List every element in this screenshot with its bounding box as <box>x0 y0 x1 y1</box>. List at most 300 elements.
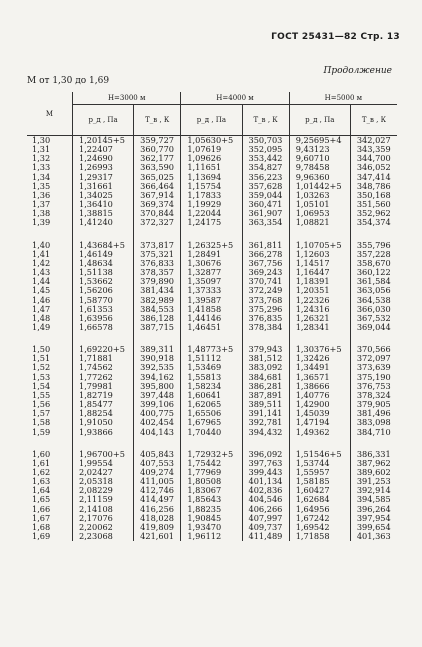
temperature-value: 361,811 <box>242 241 289 250</box>
temperature-value: 352,095 <box>242 145 289 154</box>
temperature-value: 359,727 <box>134 136 181 146</box>
pressure-value: 1,34491 <box>289 363 350 372</box>
temperature-value: 363,056 <box>350 286 397 295</box>
pressure-value: 1,20145+5 <box>73 136 134 146</box>
pressure-value: 1,48634 <box>73 259 134 268</box>
temperature-value: 366,278 <box>242 250 289 259</box>
pressure-value: 1,35097 <box>181 277 242 286</box>
spacer-cell <box>27 228 73 241</box>
pressure-value: 1,93866 <box>73 428 134 437</box>
temperature-value: 366,464 <box>134 182 181 191</box>
temperature-value: 387,715 <box>134 323 181 332</box>
temperature-value: 396,264 <box>350 505 397 514</box>
temperature-value: 365,025 <box>134 173 181 182</box>
temperature-value: 386,281 <box>242 382 289 391</box>
pressure-value: 1,85643 <box>181 495 242 504</box>
temperature-value: 354,374 <box>350 218 397 227</box>
temperature-value: 370,741 <box>242 277 289 286</box>
table-row <box>27 532 397 541</box>
temperature-value: 407,553 <box>134 459 181 468</box>
temperature-value: 373,639 <box>350 363 397 372</box>
pressure-value: 1,71881 <box>73 354 134 363</box>
temperature-value: 392,535 <box>134 363 181 372</box>
m-value: 1,54 <box>32 380 51 391</box>
pressure-value: 1,18391 <box>289 277 350 286</box>
pressure-value: 1,56206 <box>73 286 134 295</box>
temperature-value: 414,497 <box>134 495 181 504</box>
spacer-cell <box>350 228 397 241</box>
pressure-value: 1,58234 <box>181 382 242 391</box>
temperature-value: 391,141 <box>242 409 289 418</box>
m-value: 1,55 <box>32 389 51 400</box>
temperature-value: 394,162 <box>134 373 181 382</box>
pressure-value: 1,22326 <box>289 296 350 305</box>
pressure-value: 1,40776 <box>289 391 350 400</box>
temperature-value: 387,891 <box>242 391 289 400</box>
temperature-value: 391,253 <box>350 477 397 486</box>
temperature-value: 379,943 <box>242 345 289 354</box>
temperature-value: 376,753 <box>350 382 397 391</box>
m-value: 1,53 <box>32 371 51 382</box>
temperature-value: 386,128 <box>134 314 181 323</box>
pressure-value: 1,88235 <box>181 505 242 514</box>
pressure-value: 1,55957 <box>289 468 350 477</box>
pressure-value: 1,26325+5 <box>181 241 242 250</box>
temperature-value: 384,553 <box>134 305 181 314</box>
pressure-value: 1,77262 <box>73 373 134 382</box>
temperature-value: 367,914 <box>134 191 181 200</box>
pressure-value: 1,39587 <box>181 296 242 305</box>
pressure-value: 1,67965 <box>181 418 242 427</box>
pressure-value: 2,14108 <box>73 505 134 514</box>
temperature-value: 372,327 <box>134 218 181 227</box>
temperature-value: 363,590 <box>134 163 181 172</box>
m-value: 1,42 <box>32 257 51 268</box>
table-row <box>27 428 397 437</box>
pressure-value: 1,53662 <box>73 277 134 286</box>
pressure-value: 1,71858 <box>289 532 350 541</box>
temperature-value: 383,092 <box>242 363 289 372</box>
m-value: 1,57 <box>32 408 51 419</box>
spacer-cell <box>242 437 289 450</box>
temperature-value: 375,190 <box>350 373 397 382</box>
temperature-value: 361,584 <box>350 277 397 286</box>
temperature-header: T_в , К <box>242 105 289 136</box>
m-value: 1,59 <box>32 426 51 437</box>
temperature-value: 397,763 <box>242 459 289 468</box>
pressure-value: 1,22407 <box>73 145 134 154</box>
pressure-value: 1,62684 <box>289 495 350 504</box>
m-value: 1,56 <box>32 399 51 410</box>
temperature-value: 384,710 <box>350 428 397 437</box>
pressure-value: 1,37333 <box>181 286 242 295</box>
pressure-value: 1,61353 <box>73 305 134 314</box>
temperature-value: 381,434 <box>134 286 181 295</box>
m-value: 1,35 <box>32 180 51 191</box>
temperature-value: 350,703 <box>242 136 289 146</box>
pressure-value: 1,66578 <box>73 323 134 332</box>
temperature-value: 370,566 <box>350 345 397 354</box>
pressure-value: 1,67242 <box>289 514 350 523</box>
pressure-value: 1,47194 <box>289 418 350 427</box>
temperature-value: 412,746 <box>134 486 181 495</box>
page-header: ГОСТ 25431—82 Стр. 13 <box>271 32 400 42</box>
temperature-value: 407,997 <box>242 514 289 523</box>
pressure-value: 1,82719 <box>73 391 134 400</box>
pressure-value: 1,62065 <box>181 400 242 409</box>
temperature-value: 360,122 <box>350 268 397 277</box>
temperature-value: 357,228 <box>350 250 397 259</box>
m-value: 1,47 <box>32 303 51 314</box>
m-value: 1,62 <box>32 467 51 477</box>
pressure-value: 1,46149 <box>73 250 134 259</box>
temperature-value: 418,028 <box>134 514 181 523</box>
temperature-value: 397,448 <box>134 391 181 400</box>
pressure-value: 9,25695+4 <box>289 136 350 146</box>
temperature-value: 372,097 <box>350 354 397 363</box>
temperature-value: 361,907 <box>242 209 289 218</box>
pressure-value: 1,07619 <box>181 145 242 154</box>
spacer-cell <box>73 228 134 241</box>
temperature-value: 404,143 <box>134 428 181 437</box>
table-body <box>27 136 397 542</box>
temperature-value: 370,844 <box>134 209 181 218</box>
temperature-value: 359,044 <box>242 191 289 200</box>
m-value: 1,64 <box>32 485 51 496</box>
pressure-value: 1,46451 <box>181 323 242 332</box>
pressure-value: 9,43123 <box>289 145 350 154</box>
pressure-value: 2,08229 <box>73 486 134 495</box>
pressure-value: 1,53744 <box>289 459 350 468</box>
temperature-value: 381,496 <box>350 409 397 418</box>
pressure-value: 1,05630+5 <box>181 136 242 146</box>
pressure-value: 1,26321 <box>289 314 350 323</box>
pressure-value: 1,38815 <box>73 209 134 218</box>
pressure-value: 1,60641 <box>181 391 242 400</box>
temperature-value: 400,775 <box>134 409 181 418</box>
temperature-value: 379,905 <box>350 400 397 409</box>
pressure-value: 1,80508 <box>181 477 242 486</box>
pressure-value: 1,24316 <box>289 305 350 314</box>
temperature-value: 348,786 <box>350 182 397 191</box>
pressure-value: 1,55813 <box>181 373 242 382</box>
temperature-value: 366,030 <box>350 305 397 314</box>
temperature-value: 389,602 <box>350 468 397 477</box>
temperature-value: 401,134 <box>242 477 289 486</box>
temperature-value: 342,027 <box>350 136 397 146</box>
temperature-value: 399,106 <box>134 400 181 409</box>
pressure-header: p_д , Па <box>73 105 134 136</box>
pressure-value: 1,24690 <box>73 154 134 163</box>
temperature-value: 353,442 <box>242 154 289 163</box>
pressure-value: 1,90845 <box>181 514 242 523</box>
pressure-value: 1,65506 <box>181 409 242 418</box>
m-value: 1,30 <box>32 135 51 145</box>
temperature-value: 369,374 <box>134 200 181 209</box>
temperature-value: 354,827 <box>242 163 289 172</box>
pressure-value: 1,28491 <box>181 250 242 259</box>
temperature-value: 411,005 <box>134 477 181 486</box>
temperature-value: 389,511 <box>242 400 289 409</box>
pressure-value: 1,13694 <box>181 173 242 182</box>
range-label: M от 1,30 до 1,69 <box>27 76 110 86</box>
spacer-cell <box>181 228 242 241</box>
m-value: 1,65 <box>32 494 51 505</box>
pressure-value: 1,08821 <box>289 218 350 227</box>
pressure-value: 1,42900 <box>289 400 350 409</box>
pressure-value: 1,24175 <box>181 218 242 227</box>
temperature-value: 421,601 <box>134 532 181 541</box>
pressure-value: 1,93470 <box>181 523 242 532</box>
m-value: 1,39 <box>32 217 51 228</box>
pressure-value: 1,26993 <box>73 163 134 172</box>
temperature-value: 419,809 <box>134 523 181 532</box>
pressure-value: 1,10705+5 <box>289 241 350 250</box>
temperature-value: 379,890 <box>134 277 181 286</box>
data-table <box>27 92 397 541</box>
temperature-value: 375,296 <box>242 305 289 314</box>
pressure-value: 1,05101 <box>289 200 350 209</box>
temperature-value: 395,800 <box>134 382 181 391</box>
temperature-value: 352,962 <box>350 209 397 218</box>
spacer-cell <box>134 437 181 450</box>
pressure-value: 1,41858 <box>181 305 242 314</box>
temperature-value: 369,044 <box>350 323 397 332</box>
pressure-value: 1,17833 <box>181 191 242 200</box>
pressure-value: 1,45039 <box>289 409 350 418</box>
pressure-value: 1,14517 <box>289 259 350 268</box>
pressure-value: 1,41240 <box>73 218 134 227</box>
temperature-value: 373,817 <box>134 241 181 250</box>
temperature-value: 406,266 <box>242 505 289 514</box>
pressure-value: 1,85477 <box>73 400 134 409</box>
pressure-value: 1,43684+5 <box>73 241 134 250</box>
pressure-value: 1,70440 <box>181 428 242 437</box>
temperature-value: 394,585 <box>350 495 397 504</box>
pressure-value: 1,16447 <box>289 268 350 277</box>
m-value: 1,41 <box>32 248 51 259</box>
m-value: 1,48 <box>32 312 51 323</box>
pressure-header: p_д , Па <box>181 105 242 136</box>
m-value: 1,31 <box>32 144 51 155</box>
m-value: 1,34 <box>32 171 51 182</box>
temperature-value: 375,321 <box>134 250 181 259</box>
pressure-value: 9,78458 <box>289 163 350 172</box>
pressure-value: 2,05318 <box>73 477 134 486</box>
altitude-header: H=4000 м <box>181 92 289 105</box>
pressure-value: 1,51138 <box>73 268 134 277</box>
group-spacer <box>27 437 397 450</box>
temperature-value: 394,432 <box>242 428 289 437</box>
pressure-value: 1,44146 <box>181 314 242 323</box>
pressure-value: 1,03263 <box>289 191 350 200</box>
temperature-value: 369,243 <box>242 268 289 277</box>
pressure-value: 1,58185 <box>289 477 350 486</box>
pressure-value: 1,75442 <box>181 459 242 468</box>
temperature-value: 351,560 <box>350 200 397 209</box>
pressure-value: 1,36571 <box>289 373 350 382</box>
temperature-value: 384,681 <box>242 373 289 382</box>
temperature-value: 363,354 <box>242 218 289 227</box>
m-value: 1,58 <box>32 417 51 428</box>
pressure-value: 9,96360 <box>289 173 350 182</box>
temperature-value: 402,836 <box>242 486 289 495</box>
pressure-value: 1,38666 <box>289 382 350 391</box>
temperature-value: 367,756 <box>242 259 289 268</box>
temperature-value: 386,331 <box>350 450 397 459</box>
m-value: 1,36 <box>32 189 51 200</box>
table-row <box>27 218 397 227</box>
temperature-value: 402,454 <box>134 418 181 427</box>
pressure-value: 1,11651 <box>181 163 242 172</box>
m-value: 1,44 <box>32 276 51 287</box>
temperature-value: 362,177 <box>134 154 181 163</box>
m-value: 1,43 <box>32 267 51 278</box>
temperature-value: 378,324 <box>350 391 397 400</box>
temperature-value: 373,768 <box>242 296 289 305</box>
temperature-header: T_в , К <box>134 105 181 136</box>
pressure-value: 1,32426 <box>289 354 350 363</box>
temperature-value: 343,359 <box>350 145 397 154</box>
temperature-value: 382,989 <box>134 296 181 305</box>
pressure-value: 1,51546+5 <box>289 450 350 459</box>
m-column-header: M <box>27 92 73 136</box>
m-value: 1,52 <box>32 362 51 373</box>
spacer-cell <box>27 437 73 450</box>
spacer-cell <box>289 437 350 450</box>
pressure-value: 1,28341 <box>289 323 350 332</box>
m-value: 1,66 <box>32 503 51 514</box>
pressure-value: 1,32877 <box>181 268 242 277</box>
spacer-cell <box>134 228 181 241</box>
pressure-value: 1,58770 <box>73 296 134 305</box>
temperature-value: 367,532 <box>350 314 397 323</box>
pressure-value: 1,22044 <box>181 209 242 218</box>
temperature-value: 355,796 <box>350 241 397 250</box>
m-value: 1,61 <box>32 457 51 468</box>
pressure-value: 1,34025 <box>73 191 134 200</box>
temperature-value: 399,654 <box>350 523 397 532</box>
temperature-header: T_в , К <box>350 105 397 136</box>
temperature-value: 409,274 <box>134 468 181 477</box>
pressure-value: 9,60710 <box>289 154 350 163</box>
temperature-value: 376,835 <box>242 314 289 323</box>
pressure-value: 1,53469 <box>181 363 242 372</box>
pressure-value: 1,19929 <box>181 200 242 209</box>
table-row <box>27 323 397 332</box>
pressure-value: 1,31661 <box>73 182 134 191</box>
spacer-cell <box>350 437 397 450</box>
pressure-value: 1,74562 <box>73 363 134 372</box>
spacer-cell <box>242 228 289 241</box>
temperature-value: 389,311 <box>134 345 181 354</box>
temperature-value: 378,357 <box>134 268 181 277</box>
temperature-value: 357,628 <box>242 182 289 191</box>
pressure-value: 1,49362 <box>289 428 350 437</box>
pressure-value: 1,77969 <box>181 468 242 477</box>
m-value: 1,40 <box>32 239 51 250</box>
m-value: 1,37 <box>32 199 51 210</box>
temperature-value: 416,256 <box>134 505 181 514</box>
m-value: 1,38 <box>32 208 51 219</box>
pressure-value: 2,02427 <box>73 468 134 477</box>
m-value: 1,63 <box>32 476 51 487</box>
temperature-value: 347,414 <box>350 173 397 182</box>
pressure-value: 1,64956 <box>289 505 350 514</box>
temperature-value: 392,781 <box>242 418 289 427</box>
temperature-value: 381,512 <box>242 354 289 363</box>
temperature-value: 378,384 <box>242 323 289 332</box>
spacer-cell <box>289 228 350 241</box>
temperature-value: 405,843 <box>134 450 181 459</box>
group-spacer <box>27 228 397 241</box>
temperature-value: 401,363 <box>350 532 397 541</box>
temperature-value: 350,168 <box>350 191 397 200</box>
temperature-value: 387,962 <box>350 459 397 468</box>
m-value: 1,60 <box>32 448 51 459</box>
pressure-value: 2,20062 <box>73 523 134 532</box>
altitude-header: H=3000 м <box>73 92 181 105</box>
temperature-value: 399,443 <box>242 468 289 477</box>
pressure-value: 1,83067 <box>181 486 242 495</box>
pressure-value: 1,79981 <box>73 382 134 391</box>
temperature-value: 376,833 <box>134 259 181 268</box>
pressure-value: 1,69542 <box>289 523 350 532</box>
m-value: 1,46 <box>32 294 51 305</box>
temperature-value: 360,770 <box>134 145 181 154</box>
pressure-value: 1,12603 <box>289 250 350 259</box>
temperature-value: 392,914 <box>350 486 397 495</box>
spacer-cell <box>73 437 134 450</box>
temperature-value: 383,098 <box>350 418 397 427</box>
pressure-value: 1,30676 <box>181 259 242 268</box>
m-value: 1,68 <box>32 521 51 532</box>
m-value: 1,67 <box>32 512 51 523</box>
m-value: 1,32 <box>32 153 51 164</box>
temperature-value: 396,092 <box>242 450 289 459</box>
continuation-label: Продолжение <box>323 66 392 76</box>
pressure-value: 1,20351 <box>289 286 350 295</box>
m-value: 1,69 <box>32 531 51 542</box>
temperature-value: 390,918 <box>134 354 181 363</box>
temperature-value: 346,052 <box>350 163 397 172</box>
pressure-value: 2,11159 <box>73 495 134 504</box>
temperature-value: 360,471 <box>242 200 289 209</box>
pressure-value: 1,96112 <box>181 532 242 541</box>
temperature-value: 356,223 <box>242 173 289 182</box>
pressure-value: 1,36410 <box>73 200 134 209</box>
pressure-value: 1,48773+5 <box>181 345 242 354</box>
m-value: 1,33 <box>32 162 51 173</box>
pressure-value: 1,30376+5 <box>289 345 350 354</box>
temperature-value: 358,670 <box>350 259 397 268</box>
pressure-value: 1,51112 <box>181 354 242 363</box>
m-value: 1,49 <box>32 321 51 332</box>
pressure-value: 1,69220+5 <box>73 345 134 354</box>
pressure-value: 1,88254 <box>73 409 134 418</box>
altitude-header: H=5000 м <box>289 92 397 105</box>
pressure-value: 1,72932+5 <box>181 450 242 459</box>
temperature-value: 344,700 <box>350 154 397 163</box>
temperature-value: 409,737 <box>242 523 289 532</box>
pressure-value: 1,01442+5 <box>289 182 350 191</box>
pressure-value: 1,60427 <box>289 486 350 495</box>
temperature-value: 364,538 <box>350 296 397 305</box>
temperature-value: 404,546 <box>242 495 289 504</box>
m-value: 1,50 <box>32 344 51 355</box>
pressure-value: 1,29317 <box>73 173 134 182</box>
pressure-header: p_д , Па <box>289 105 350 136</box>
